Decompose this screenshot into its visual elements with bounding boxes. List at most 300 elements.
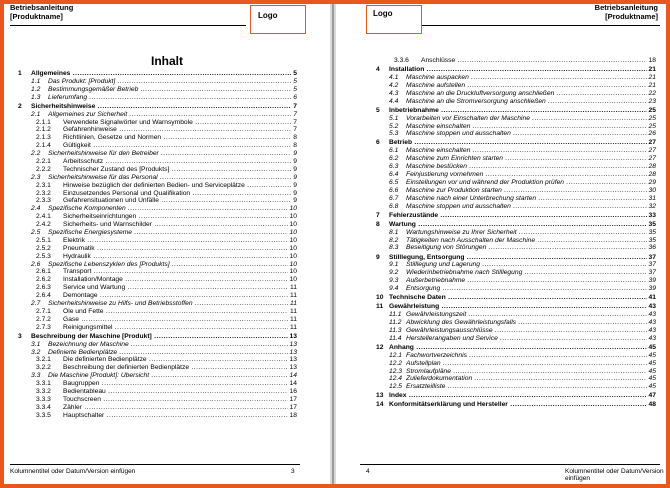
toc-entry[interactable]	[18, 253, 297, 261]
toc-entry[interactable]	[376, 277, 656, 285]
toc-entry[interactable]	[18, 276, 297, 284]
toc-entry[interactable]	[376, 107, 656, 115]
toc-entry-title: Bedientableau .....	[63, 388, 297, 396]
toc-entry[interactable]	[18, 111, 297, 119]
toc-entry-title: Fehlerzustände .....	[389, 212, 656, 220]
toc-entry-title: Richtlinien, Gesetze und Normen .....	[63, 134, 297, 142]
toc-entry[interactable]	[18, 229, 297, 237]
toc-entry-page: 13	[289, 340, 297, 348]
toc-entry-title: Sicherheitseinrichtungen .....	[63, 213, 297, 221]
toc-entry-number: 4	[376, 66, 380, 74]
toc-entry[interactable]	[18, 349, 297, 357]
toc-entry-page: 21	[648, 73, 656, 81]
toc-entry-number: 2.6.1	[36, 268, 51, 276]
toc-entry-title: Sicherheitshinweise für den Betreiber .....	[48, 150, 297, 158]
toc-entry-title: Gefahrenhinweise .....	[63, 126, 297, 134]
toc-entry-page: 6	[293, 93, 297, 101]
toc-entry-page: 10	[289, 244, 297, 252]
toc-entry-number: 2.1.1	[36, 118, 51, 126]
toc-entry[interactable]	[376, 285, 656, 293]
page-number: 4	[366, 468, 370, 475]
toc-entry[interactable]	[18, 364, 297, 372]
toc-entry-number: 1.2	[31, 85, 41, 93]
toc-entry-page: 21	[648, 81, 656, 89]
toc-entry-page: 37	[648, 269, 656, 277]
toc-entry-title: Gase .....	[63, 316, 297, 324]
toc-entry[interactable]	[376, 392, 656, 400]
toc-entry-number: 5.1	[389, 114, 399, 122]
toc-entry-number: 9	[376, 253, 380, 261]
toc-entry-page: 27	[648, 155, 656, 163]
toc-entry-number: 2.5.1	[36, 236, 51, 244]
toc-entry-page: 45	[648, 375, 656, 383]
toc-entry[interactable]	[18, 396, 297, 404]
toc-entry-page: 36	[648, 244, 656, 252]
footer-text: Kolumnentitel oder Datum/Version einfügen	[10, 468, 136, 475]
toc-entry-title: Stromlaufpläne .....	[406, 368, 656, 376]
toc-entry-title: Stilllegung, Entsorgung .....	[389, 254, 656, 262]
toc-entry-number: 1	[18, 70, 22, 77]
toc-entry[interactable]	[376, 171, 656, 179]
toc-entry-title: Technische Daten .....	[389, 294, 656, 302]
toc-entry-title: Reinigungsmittel .....	[63, 324, 297, 332]
toc-entry-number: 9.2	[389, 269, 399, 277]
toc-entry[interactable]	[18, 190, 297, 198]
toc-entry-number: 8.1	[389, 228, 399, 236]
toc-entry-number: 2.1.3	[36, 134, 51, 142]
toc-entry[interactable]	[18, 182, 297, 190]
toc-entry-number: 2.3.1	[36, 181, 51, 189]
toc-entry-number: 5	[376, 106, 380, 114]
toc-entry[interactable]	[18, 103, 297, 111]
toc-entry-page: 18	[648, 57, 656, 64]
header-product-name: [Produktname]	[10, 11, 63, 21]
toc-entry-title: Wiederinbetriebnahme nach Stilllegung .....	[406, 269, 656, 277]
toc-entry[interactable]	[376, 212, 656, 220]
toc-entry-number: 6.5	[389, 178, 399, 186]
toc-entry[interactable]	[376, 368, 656, 376]
toc-entry[interactable]	[376, 139, 656, 147]
header-doc-title: Betriebsanleitung	[594, 4, 658, 12]
toc-entry-number: 8	[376, 220, 380, 228]
toc-entry-title: Entsorgung .....	[406, 285, 656, 293]
toc-entry-title: Lieferumfang .....	[48, 94, 297, 102]
toc-entry-title: Maschine stoppen und ausschalten .....	[406, 203, 656, 211]
toc-entry-number: 2.7	[31, 300, 41, 308]
toc-entry-page: 43	[648, 334, 656, 342]
toc-entry[interactable]	[376, 90, 656, 98]
toc-entry-title: Hinweise bezüglich der definierten Bedien- und Serviceplätze .....	[63, 182, 297, 190]
toc-entry[interactable]	[18, 150, 297, 158]
toc-entry[interactable]	[18, 158, 297, 166]
toc-entry[interactable]	[376, 115, 656, 123]
toc-entry[interactable]	[376, 335, 656, 343]
toc-entry[interactable]	[376, 155, 656, 163]
toc-entry-title: Technischer Zustand des [Produkts] .....	[63, 166, 297, 174]
toc-entry-title: Sicherheitshinweise für das Personal .....	[48, 174, 297, 182]
toc-entry-number: 5.2	[389, 122, 399, 130]
toc-entry-number: 4.1	[389, 73, 399, 81]
toc-entry-title: Gewährleistungszeit .....	[406, 311, 656, 319]
toc-entry-number: 2.4	[31, 205, 41, 213]
toc-entry[interactable]	[18, 380, 297, 388]
toc-entry[interactable]	[376, 327, 656, 335]
toc-entry-title: Stilllegung und Lagerung .....	[406, 261, 656, 269]
header-doc-title: Betriebsanleitung	[10, 4, 74, 12]
logo-label: Logo	[373, 9, 393, 18]
toc-entry-page: 9	[293, 157, 297, 165]
toc-entry-page: 27	[648, 147, 656, 155]
toc-entry[interactable]	[18, 70, 297, 78]
toc-entry[interactable]	[18, 94, 297, 102]
toc-entry[interactable]	[18, 245, 297, 253]
footer-rule	[360, 464, 660, 465]
toc-entry[interactable]	[376, 244, 656, 252]
toc-entry[interactable]	[18, 213, 297, 221]
toc-entry-page: 10	[289, 213, 297, 221]
toc-entry-page: 35	[648, 236, 656, 244]
toc-entry[interactable]	[18, 197, 297, 205]
toc-entry-page: 10	[289, 268, 297, 276]
toc-entry-page: 11	[290, 292, 297, 300]
toc-entry-page: 9	[293, 189, 297, 197]
toc-entry-title: Maschine an die Druckluftversorgung anschließen .....	[406, 90, 656, 98]
toc-entry-number: 8.3	[389, 244, 399, 252]
toc-entry[interactable]	[376, 344, 656, 352]
toc-entry-title: Die Maschine [Produkt]: Übersicht .....	[48, 372, 297, 380]
toc-entry-number: 1.3	[31, 93, 41, 101]
toc-entry-number: 6.4	[389, 171, 399, 179]
toc-entry[interactable]	[18, 119, 297, 127]
footer-rule	[10, 464, 300, 465]
toc-entry-page: 17	[289, 403, 297, 411]
toc-entry-title: Maschine einschalten .....	[406, 147, 656, 155]
toc-entry[interactable]	[376, 163, 656, 171]
toc-entry[interactable]	[376, 98, 656, 106]
toc-entry-title: Betrieb .....	[389, 139, 656, 147]
toc-entry-title: Maschine einschalten .....	[406, 123, 656, 131]
toc-entry[interactable]	[376, 254, 656, 262]
toc-entry-page: 25	[648, 106, 656, 114]
toc-entry[interactable]	[376, 352, 656, 360]
toc-entry[interactable]	[18, 221, 297, 229]
toc-entry[interactable]	[18, 142, 297, 150]
toc-entry[interactable]	[376, 269, 656, 277]
toc-entry-page: 10	[289, 236, 297, 244]
toc-entry-title: Die definierten Bedienplätze .....	[63, 356, 297, 364]
toc-entry-number: 3.2.1	[36, 356, 51, 364]
toc-entry-page: 28	[648, 171, 656, 179]
toc-entry-page: 27	[648, 139, 656, 147]
toc-entry-title: Bestimmungsgemäßer Betrieb .....	[48, 86, 297, 94]
toc-entry-number: 3.3.4	[36, 403, 51, 411]
toc-entry-page: 9	[293, 165, 297, 173]
toc-entry-page: 5	[293, 77, 297, 85]
toc-entry-number: 14	[376, 401, 384, 409]
toc-entry-title: Beseitigung von Störungen .....	[406, 244, 656, 252]
toc-entry[interactable]	[376, 261, 656, 269]
toc-entry[interactable]	[18, 404, 297, 412]
toc-entry-number: 6.6	[389, 186, 399, 194]
toc-entry-number: 3.3.6	[394, 57, 409, 64]
toc-entry[interactable]	[18, 341, 297, 349]
toc-entry-number: 9.4	[389, 285, 399, 293]
header-rule	[10, 25, 246, 26]
header-left-block	[10, 4, 73, 21]
toc-entry-title: Öle und Fette .....	[63, 308, 297, 316]
toc-entry[interactable]	[376, 82, 656, 90]
toc-entry-title: Maschine bestücken .....	[406, 163, 656, 171]
toc-entry[interactable]	[376, 229, 656, 237]
toc-entry[interactable]	[18, 388, 297, 396]
toc-entry[interactable]	[376, 57, 656, 65]
toc-entry-title: Anschlüsse .....	[421, 57, 656, 65]
toc-entry-number: 12.5	[389, 383, 403, 391]
toc-entry-number: 9.3	[389, 277, 399, 285]
toc-entry-title: Definierte Bedienplätze .....	[48, 349, 297, 357]
toc-entry[interactable]	[18, 166, 297, 174]
toc-entry[interactable]	[18, 300, 297, 308]
toc-entry[interactable]	[376, 375, 656, 383]
page-divider	[332, 4, 334, 484]
toc-entry[interactable]	[18, 86, 297, 94]
toc-entry-page: 7	[293, 118, 297, 126]
toc-entry[interactable]	[18, 284, 297, 292]
toc-entry-title: Einstellungen vor und während der Produktion prüfen .....	[406, 179, 656, 187]
toc-entry-page: 41	[648, 294, 656, 302]
toc-entry-number: 2.4.1	[36, 213, 51, 221]
toc-entry[interactable]	[376, 179, 656, 187]
toc-entry-title: Maschine zum Einrichten starten .....	[406, 155, 656, 163]
toc-entry-title: Installation .....	[389, 66, 656, 74]
toc-entry-number: 11.4	[389, 334, 402, 342]
toc-entry-number: 11.1	[389, 311, 402, 319]
toc-entry-title: Gefahrensituationen und Unfälle .....	[63, 197, 297, 205]
toc-entry[interactable]	[18, 174, 297, 182]
toc-entry[interactable]	[18, 356, 297, 364]
toc-entry-number: 3.3.5	[36, 411, 51, 419]
toc-entry-title: Einzusetzendes Personal und Qualifikation .....	[63, 190, 297, 198]
toc-entry-page: 11	[290, 300, 297, 308]
toc-entry[interactable]	[18, 126, 297, 134]
toc-entry-number: 4.4	[389, 97, 399, 105]
toc-entry-page: 43	[648, 311, 656, 319]
toc-entry[interactable]	[18, 237, 297, 245]
toc-entry-title: Spezifische Komponenten .....	[48, 205, 297, 213]
toc-entry-title: Konformitätserklärung und Hersteller .....	[389, 401, 656, 409]
toc-entry-title: Bezeichnung der Maschine .....	[48, 341, 297, 349]
toc-entry-number: 2.5.3	[36, 252, 51, 260]
toc-entry-number: 12.2	[389, 359, 403, 367]
toc-entry-number: 3.3.2	[36, 388, 51, 395]
toc-entry-page: 9	[293, 150, 297, 158]
toc-entry-title: Hydraulik .....	[63, 253, 297, 261]
toc-entry-title: Maschine stoppen und ausschalten .....	[406, 130, 656, 138]
toc-entry-page: 45	[648, 351, 656, 359]
toc-entry-number: 4.2	[389, 81, 399, 89]
toc-entry-page: 10	[289, 252, 297, 260]
toc-entry-number: 12.1	[389, 351, 403, 359]
toc-entry-number: 2.4.2	[36, 221, 51, 229]
toc-entry-number: 13	[376, 392, 384, 400]
toc-entry[interactable]	[376, 130, 656, 138]
toc-entry[interactable]	[376, 319, 656, 327]
toc-entry-page: 13	[289, 356, 297, 364]
toc-entry-page: 45	[648, 367, 656, 375]
toc-entry[interactable]	[18, 78, 297, 86]
toc-entry[interactable]	[376, 187, 656, 195]
toc-entry-page: 13	[289, 364, 297, 372]
toc-entry-title: Maschine zur Produktion starten .....	[406, 187, 656, 195]
toc-entry[interactable]	[18, 268, 297, 276]
toc-entry-number: 2.7.2	[36, 315, 51, 323]
toc-entry-page: 11	[290, 315, 297, 323]
toc-entry-number: 3.2.2	[36, 364, 51, 372]
toc-entry-number: 2.6.3	[36, 284, 51, 292]
toc-entry-number: 4.3	[389, 89, 399, 97]
toc-entry-title: Gewährleistungsausschlüsse .....	[406, 327, 656, 335]
toc-entry-page: 28	[648, 163, 656, 171]
toc-entry[interactable]	[18, 333, 297, 341]
toc-entry[interactable]	[18, 324, 297, 332]
toc-entry-number: 12.3	[389, 367, 403, 375]
toc-entry-title: Tätigkeiten nach Ausschalten der Maschine .....	[406, 237, 656, 245]
toc-entry-page: 45	[648, 359, 656, 367]
toc-entry-number: 12.4	[389, 375, 403, 383]
toc-entry-page: 11	[290, 284, 297, 292]
toc-entry-title: Maschine aufstellen .....	[406, 82, 656, 90]
toc-entry-number: 7	[376, 211, 380, 219]
toc-entry-title: Installation/Montage .....	[63, 276, 297, 284]
toc-entry[interactable]	[376, 221, 656, 229]
toc-entry-title: Anhang .....	[389, 344, 656, 352]
toc-entry-number: 9.1	[389, 261, 399, 269]
toc-entry[interactable]	[18, 261, 297, 269]
toc-entry-number: 2.7.3	[36, 323, 51, 331]
toc-entry-title: Pneumatik .....	[63, 245, 297, 253]
toc-entry-page: 47	[648, 392, 656, 400]
toc-entry-page: 8	[293, 134, 297, 142]
toc-entry-title: Sicherheitshinweise .....	[31, 103, 297, 111]
toc-entry-page: 11	[290, 323, 297, 331]
toc-entry-number: 2.2.2	[36, 165, 51, 173]
toc-entry-page: 10	[289, 229, 297, 236]
toc-entry-title: Service und Wartung .....	[63, 284, 297, 292]
toc-entry[interactable]	[376, 74, 656, 82]
frame-right-border	[666, 0, 670, 488]
toc-entry-title: Touchscreen .....	[63, 396, 297, 404]
toc-entry[interactable]	[376, 294, 656, 302]
toc-entry-page: 5	[293, 85, 297, 93]
toc-entry-page: 17	[289, 395, 297, 403]
toc-entry-page: 43	[648, 319, 656, 326]
toc-entry-page: 25	[648, 122, 656, 130]
toc-entry-title: Wartungshinweise zu Ihrer Sicherheit .....	[406, 229, 656, 237]
toc-entry-title: Zähler .....	[63, 404, 297, 412]
toc-entry-title: Abwicklung des Gewährleistungsfalls .....	[406, 319, 656, 327]
toc-entry-number: 2.2.1	[36, 157, 51, 165]
toc-entry[interactable]	[376, 195, 656, 203]
toc-entry[interactable]	[376, 383, 656, 391]
toc-entry-number: 3.3.3	[36, 395, 51, 403]
toc-entry[interactable]	[376, 360, 656, 368]
toc-entry-number: 2.3	[31, 173, 41, 181]
toc-entry-page: 18	[289, 411, 297, 419]
toc-entry[interactable]	[376, 203, 656, 211]
toc-entry-title: Maschine nach einer Unterbrechung starten .....	[406, 195, 656, 203]
toc-entry-number: 6	[376, 139, 380, 147]
toc-entry-title: Herstellerangaben und Service .....	[406, 335, 656, 343]
page-number: 3	[291, 468, 295, 475]
toc-entry[interactable]	[18, 134, 297, 142]
toc-entry-title: Fachwortverzeichnis .....	[406, 352, 656, 360]
toc-entry-page: 43	[648, 303, 656, 311]
toc-entry-page: 25	[648, 114, 656, 122]
toc-entry[interactable]	[18, 412, 297, 420]
toc-entry-number: 3.2	[31, 348, 41, 356]
toc-entry[interactable]	[376, 311, 656, 319]
toc-entry-title: Allgemeines .....	[31, 70, 297, 78]
footer-text: Kolumnentitel oder Datum/Version einfügen	[565, 468, 664, 482]
toc-entry-page: 33	[648, 211, 656, 219]
toc-entry-title: Maschine an die Stromversorgung anschließen .....	[406, 98, 656, 106]
toc-entry-page: 13	[289, 332, 297, 340]
toc-entry-number: 3.3.1	[36, 380, 51, 388]
toc-entry-page: 11	[290, 307, 297, 315]
toc-entry-title: Außerbetriebnahme .....	[406, 277, 656, 285]
toc-entry-number: 3.1	[31, 340, 41, 348]
header-rule	[422, 25, 660, 26]
toc-entry-title: Sicherheitshinweise zu Hilfs- und Betriebsstoffen .....	[48, 300, 297, 308]
toc-entry-title: Gültigkeit .....	[63, 142, 297, 150]
toc-entry-page: 7	[293, 126, 297, 134]
toc-entry[interactable]	[18, 308, 297, 316]
toc-entry[interactable]	[376, 66, 656, 74]
toc-entry[interactable]	[18, 372, 297, 380]
toc-entry-number: 2.1.4	[36, 142, 51, 150]
toc-entry-page: 7	[293, 110, 297, 118]
frame-bottom-border	[0, 484, 670, 488]
toc-title: Inhalt	[151, 54, 183, 68]
toc-entry[interactable]	[376, 147, 656, 155]
toc-entry[interactable]	[18, 292, 297, 300]
toc-entry-title: Baugruppen .....	[63, 380, 297, 388]
toc-entry[interactable]	[18, 205, 297, 213]
toc-entry[interactable]	[376, 237, 656, 245]
toc-entry-page: 10	[289, 221, 297, 229]
toc-entry-page: 35	[648, 228, 656, 236]
toc-entry[interactable]	[376, 401, 656, 409]
toc-entry-number: 1.1	[31, 77, 41, 85]
toc-entry[interactable]	[376, 303, 656, 311]
toc-entry-page: 7	[293, 102, 297, 110]
toc-entry-number: 11	[376, 303, 384, 311]
toc-entry-number: 2.3.2	[36, 189, 51, 197]
toc-entry-number: 2.6.4	[36, 292, 51, 300]
toc-entry-title: Beschreibung der definierten Bedienplätze .....	[63, 364, 297, 372]
toc-entry-page: 21	[648, 66, 656, 74]
toc-entry[interactable]	[376, 123, 656, 131]
toc-entry-number: 10	[376, 294, 384, 302]
toc-entry-number: 6.2	[389, 155, 399, 163]
toc-entry-number: 2.3.3	[36, 197, 51, 205]
toc-entry-number: 2	[18, 102, 22, 110]
toc-entry-number: 2.2	[31, 150, 41, 158]
toc-entry-number: 11.2	[389, 319, 402, 326]
toc-entry[interactable]	[18, 316, 297, 324]
toc-entry-title: Maschine auspacken .....	[406, 74, 656, 82]
toc-entry-number: 2.1.2	[36, 126, 51, 134]
